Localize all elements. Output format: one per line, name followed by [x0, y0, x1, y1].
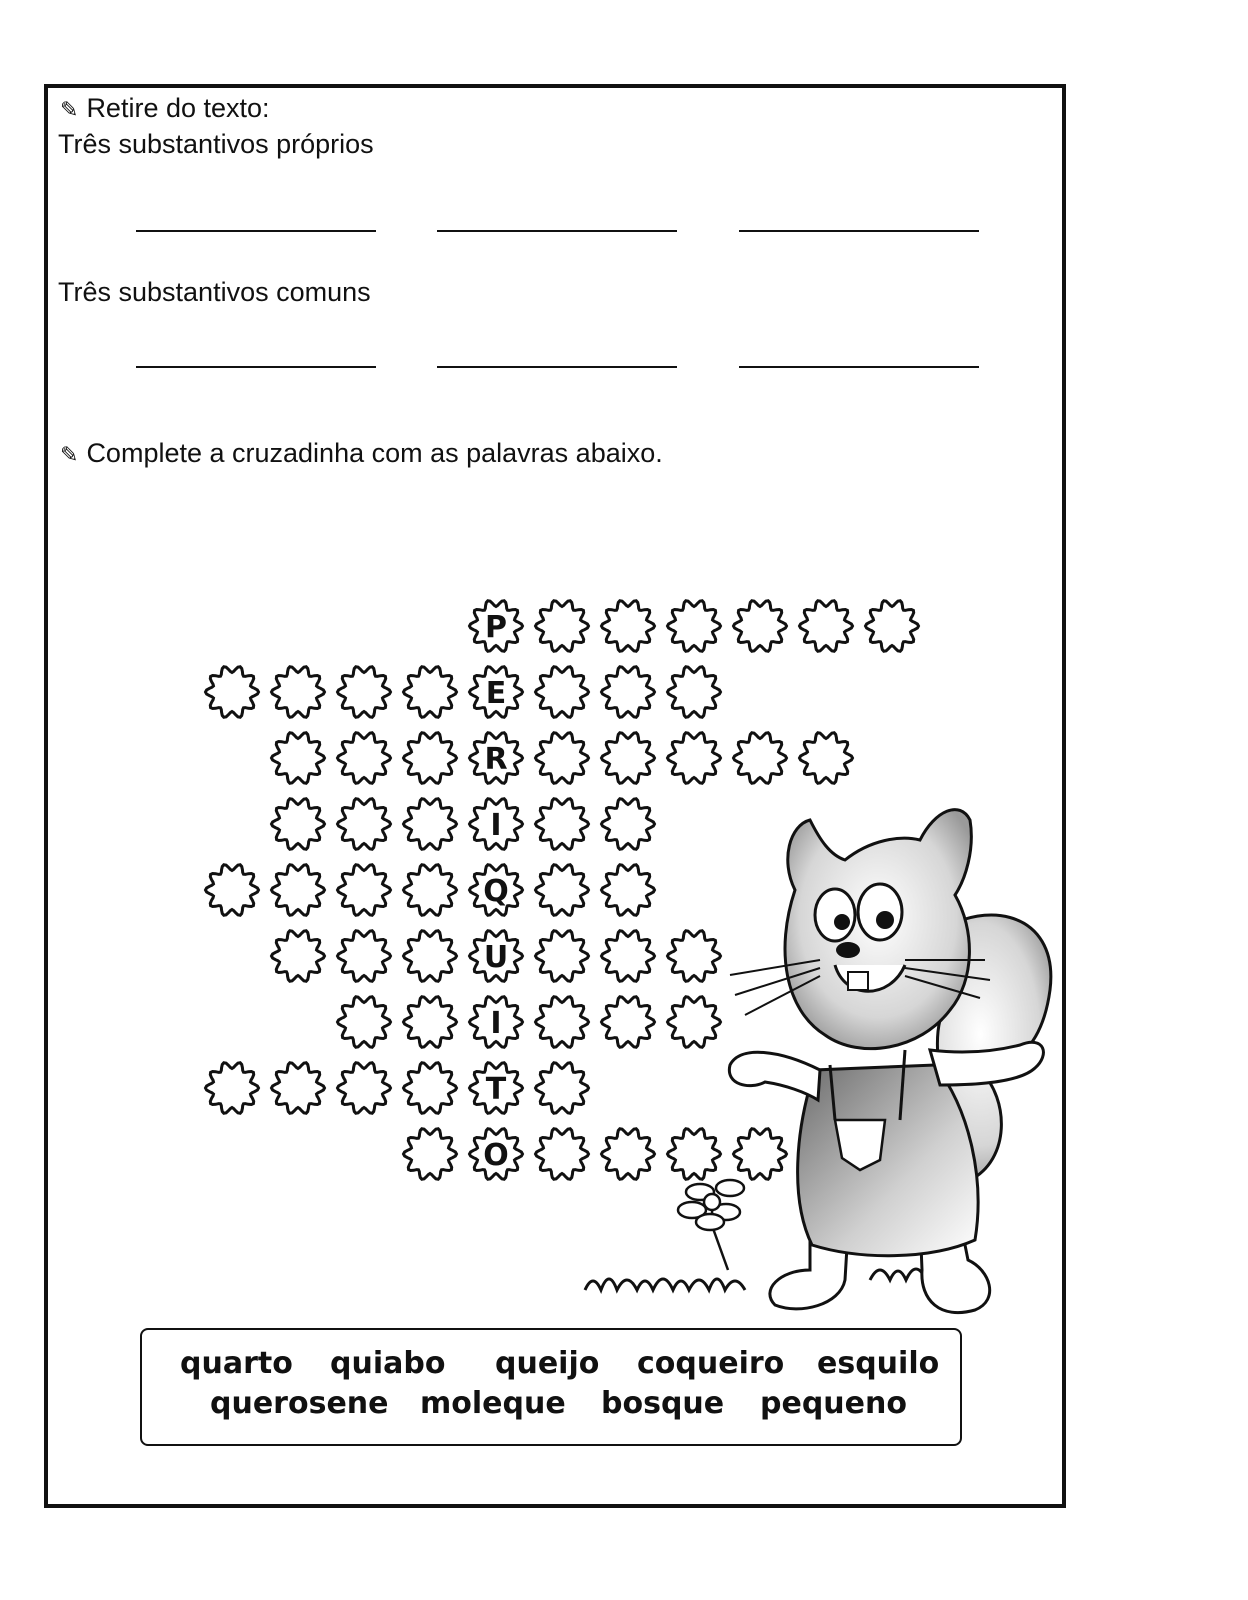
crossword-cell[interactable] [404, 865, 457, 915]
crossword-cell[interactable] [536, 601, 589, 651]
word-bank-item: quarto [180, 1346, 293, 1381]
crossword-cell[interactable] [668, 667, 721, 717]
crossword-key-letter: Q [483, 874, 509, 909]
pencil-icon: ✎ [60, 443, 79, 468]
crossword-cell[interactable] [206, 1063, 259, 1113]
crossword-cell[interactable] [668, 733, 721, 783]
crossword-cell[interactable] [734, 733, 787, 783]
crossword-cell[interactable] [206, 865, 259, 915]
word-bank-item: bosque [601, 1386, 725, 1421]
crossword-cell[interactable] [668, 601, 721, 651]
crossword-cell[interactable] [272, 931, 325, 981]
word-bank-item: moleque [420, 1386, 566, 1421]
pencil-icon: ✎ [60, 98, 79, 123]
crossword-cell[interactable] [800, 601, 853, 651]
instruction-retire-text: Retire do texto: [86, 93, 270, 123]
crossword-cell[interactable] [404, 931, 457, 981]
crossword-cell[interactable] [404, 1063, 457, 1113]
crossword-key-letter: E [485, 676, 507, 711]
crossword-cell[interactable] [338, 865, 391, 915]
crossword-key-letter: P [485, 610, 507, 645]
crossword-key-letter: T [485, 1072, 507, 1107]
crossword-cell[interactable] [404, 733, 457, 783]
crossword-cell[interactable] [338, 931, 391, 981]
crossword-cell[interactable] [602, 667, 655, 717]
crossword-cell[interactable] [272, 799, 325, 849]
proper-nouns-label: Três substantivos próprios [58, 129, 374, 159]
word-bank-item: coqueiro [637, 1346, 785, 1381]
crossword-cell[interactable] [866, 601, 919, 651]
crossword-cell[interactable] [272, 733, 325, 783]
crossword-key-letter: I [490, 1006, 502, 1041]
crossword-cell[interactable] [338, 1063, 391, 1113]
crossword-cell[interactable] [272, 667, 325, 717]
crossword-cell[interactable] [272, 865, 325, 915]
crossword-key-letter: I [490, 808, 502, 843]
crossword-cell[interactable] [404, 667, 457, 717]
crossword-cell[interactable] [206, 667, 259, 717]
crossword-cell[interactable] [404, 1129, 457, 1179]
crossword-cell[interactable] [404, 799, 457, 849]
squirrel-illustration [580, 800, 1070, 1330]
crossword-key-letter: O [483, 1138, 509, 1173]
instruction-crossword-text: Complete a cruzadinha com as palavras abaixo. [86, 438, 663, 468]
crossword-cell[interactable] [536, 667, 589, 717]
crossword-key-letter: U [483, 940, 509, 975]
crossword-cell[interactable] [338, 733, 391, 783]
crossword-cell[interactable] [734, 601, 787, 651]
crossword-cell[interactable] [272, 1063, 325, 1113]
word-bank-item: queijo [495, 1346, 600, 1381]
word-bank-item: esquilo [817, 1346, 940, 1381]
common-nouns-label: Três substantivos comuns [58, 277, 371, 307]
word-bank-item: querosene [210, 1386, 389, 1421]
crossword-cell[interactable] [800, 733, 853, 783]
crossword-cell[interactable] [338, 997, 391, 1047]
word-bank-item: quiabo [330, 1346, 446, 1381]
crossword-cell[interactable] [338, 799, 391, 849]
crossword-cell[interactable] [602, 601, 655, 651]
crossword-cell[interactable] [338, 667, 391, 717]
word-bank-item: pequeno [760, 1386, 907, 1421]
crossword-cell[interactable] [404, 997, 457, 1047]
crossword-cell[interactable] [536, 733, 589, 783]
crossword-cell[interactable] [602, 733, 655, 783]
crossword-key-letter: R [484, 742, 508, 777]
